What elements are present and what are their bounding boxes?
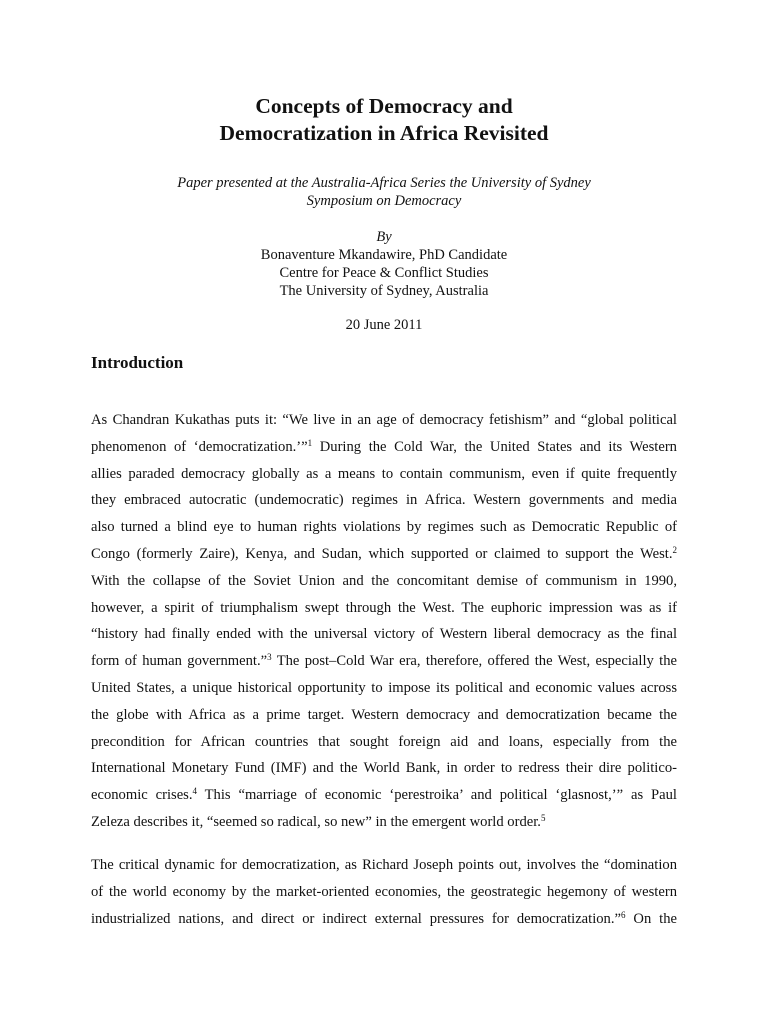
paper-title (0, 93, 768, 147)
text-line (91, 621, 677, 648)
section-heading: Introduction (91, 353, 184, 372)
text-line (91, 568, 677, 595)
line-text: economic crises. (91, 787, 193, 804)
line-text: With the collapse of the Soviet Union and the concomitant demise of communism in 1990, (91, 572, 677, 589)
by-label: By (376, 229, 392, 245)
author-block (0, 228, 768, 300)
text-line (91, 514, 677, 541)
paragraph-1 (91, 407, 677, 836)
text-line (91, 648, 677, 675)
author-centre: Centre for Peace & Conflict Studies (279, 265, 489, 281)
text-line (91, 906, 677, 933)
line-text: As Chandran Kukathas puts it: “We live in an age of democracy fetishism” and “global political (91, 412, 677, 428)
line-text: phenomenon of ‘democratization.’” (91, 438, 308, 455)
line-text: Congo (formerly Zaire), Kenya, and Sudan, which supported or claimed to support the West. (91, 545, 673, 562)
line-text: precondition for African countries that sought foreign aid and loans, especially from the (91, 733, 677, 750)
line-text: “history had finally ended with the universal victory of Western liberal democracy as the final (91, 626, 677, 643)
text-line (91, 879, 677, 906)
subtitle-line-1: Paper presented at the Australia-Africa Series the University of Sydney (177, 175, 591, 191)
text-line (91, 782, 677, 809)
footnote-marker: 4 (192, 786, 197, 797)
line-text: The critical dynamic for democratization, as Richard Joseph points out, involves the “domination (91, 857, 677, 873)
footnote-marker: 5 (540, 812, 546, 823)
footnote-marker: 3 (267, 652, 272, 663)
text-line (91, 755, 677, 782)
line-text: of the world economy by the market-oriented economies, the geostrategic hegemony of western (91, 883, 677, 900)
footnote-marker: 6 (620, 909, 626, 920)
text-line (91, 434, 677, 461)
paper-subtitle (0, 174, 768, 210)
text-line (91, 702, 677, 729)
text-line (91, 487, 677, 514)
text-line (91, 729, 677, 756)
line-text-continued: During the Cold War, the United States and its Western (312, 438, 677, 455)
line-text: allies paraded democracy globally as a means to contain communism, even if quite frequently (91, 465, 677, 482)
line-text: United States, a unique historical opportunity to impose its political and economic values across (91, 679, 677, 696)
text-line (91, 407, 677, 434)
line-text: however, a spirit of triumphalism swept through the West. The euphoric impression was as if (91, 599, 677, 616)
subtitle-line-2: Symposium on Democracy (306, 193, 462, 209)
title-line-1: Concepts of Democracy and (255, 94, 513, 118)
text-line (91, 595, 677, 622)
line-text-continued: The post–Cold War era, therefore, offered the West, especially the (271, 653, 677, 670)
line-text: Zeleza describes it, “seemed so radical, so new” in the emergent world order. (91, 813, 541, 830)
paragraph-2 (91, 852, 677, 932)
line-text: form of human government.” (91, 653, 268, 670)
footnote-marker: 2 (672, 544, 677, 555)
line-text: International Monetary Fund (IMF) and the World Bank, in order to redress their dire politico- (91, 760, 677, 777)
author-university: The University of Sydney, Australia (279, 283, 489, 299)
paper-date: 20 June 2011 (345, 317, 423, 333)
text-line (91, 675, 677, 702)
text-line (91, 541, 677, 568)
title-line-2: Democratization in Africa Revisited (219, 121, 549, 145)
line-text: also turned a blind eye to human rights violations by regimes such as Democratic Republic of (91, 519, 677, 536)
line-text: the globe with Africa as a prime target. Western democracy and democratization became the (91, 706, 677, 723)
footnote-marker: 1 (307, 437, 313, 448)
author-name: Bonaventure Mkandawire, PhD Candidate (260, 247, 508, 263)
text-line (91, 461, 677, 488)
line-text: they embraced autocratic (undemocratic) regimes in Africa. Western governments and media (91, 492, 677, 509)
line-text-continued: On the (625, 910, 677, 927)
line-text: industrialized nations, and direct or indirect external pressures for democratization.” (91, 910, 621, 927)
text-line (91, 852, 677, 879)
text-line (91, 809, 677, 836)
line-text-continued: This “marriage of economic ‘perestroika’ and political ‘glasnost,’” as Paul (197, 787, 677, 804)
